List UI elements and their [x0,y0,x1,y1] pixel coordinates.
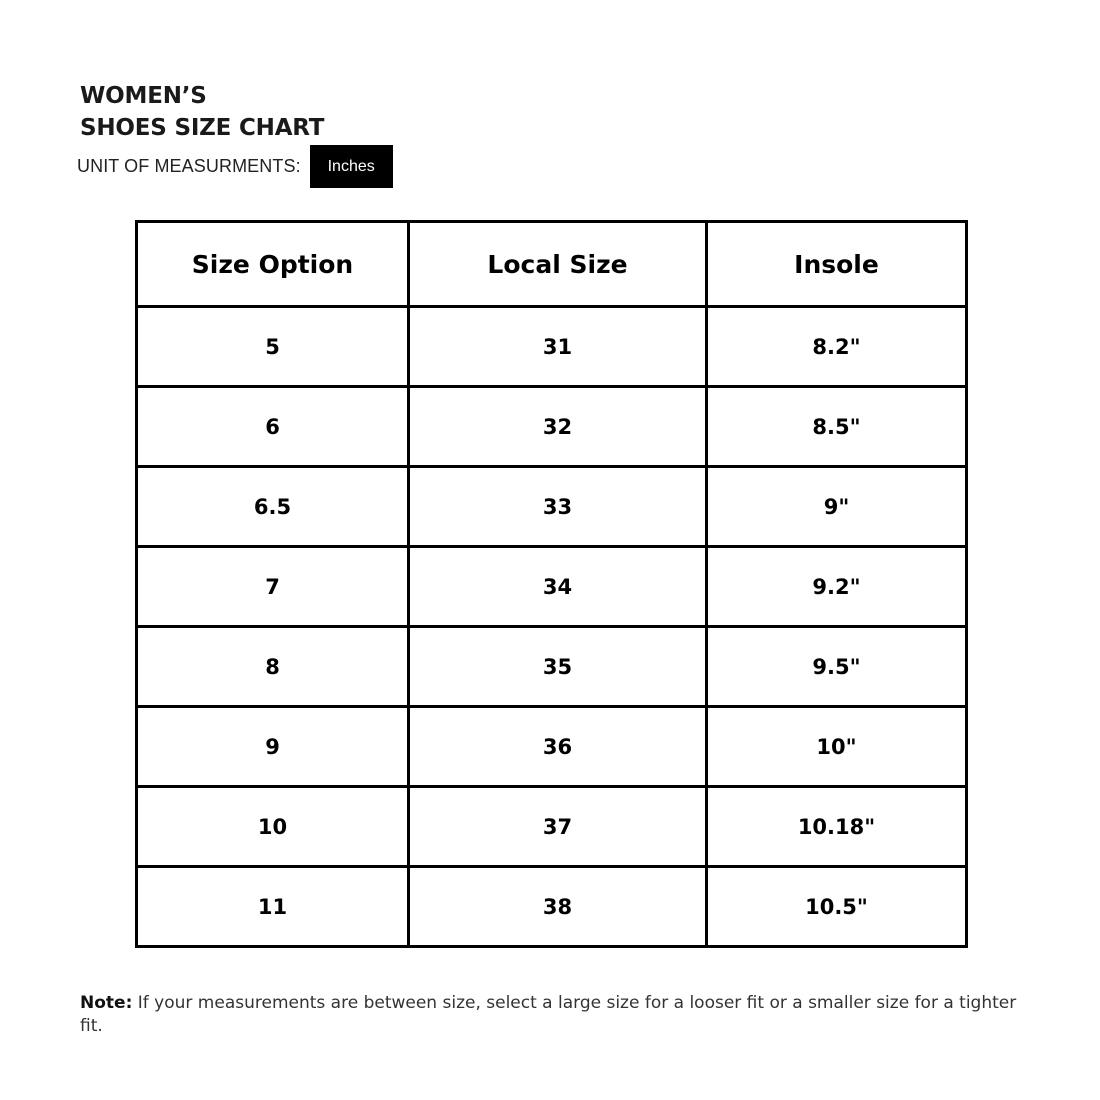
table-row [137,867,967,947]
table-row [137,707,967,787]
column-header-insole: Insole [707,222,967,307]
column-header-local-size: Local Size [409,222,707,307]
cell-size-option: 11 [137,867,409,947]
unit-badge: Inches [310,145,393,188]
cell-local-size: 32 [409,387,707,467]
cell-insole: 8.2" [707,307,967,387]
cell-size-option: 9 [137,707,409,787]
title-line-1: WOMEN’S [80,83,207,109]
chart-title [80,80,324,144]
cell-insole: 9.2" [707,547,967,627]
cell-insole: 10.5" [707,867,967,947]
unit-of-measurement-row [77,145,393,188]
cell-size-option: 6 [137,387,409,467]
table-row [137,387,967,467]
table-row [137,627,967,707]
title-line-2: SHOES SIZE CHART [80,115,325,141]
cell-size-option: 7 [137,547,409,627]
cell-size-option: 6.5 [137,467,409,547]
table-row [137,547,967,627]
cell-insole: 9" [707,467,967,547]
cell-local-size: 35 [409,627,707,707]
size-chart-table [135,220,968,948]
note-text: If your measurements are between size, select a large size for a looser fit or a smaller size for a tighter fit. [80,993,1017,1036]
cell-insole: 8.5" [707,387,967,467]
cell-insole: 9.5" [707,627,967,707]
cell-insole: 10.18" [707,787,967,867]
cell-local-size: 37 [409,787,707,867]
table-row [137,467,967,547]
fit-note [80,992,1040,1038]
cell-size-option: 8 [137,627,409,707]
cell-size-option: 5 [137,307,409,387]
column-header-size-option: Size Option [137,222,409,307]
table-row [137,787,967,867]
table-header-row [137,222,967,307]
cell-local-size: 34 [409,547,707,627]
cell-size-option: 10 [137,787,409,867]
cell-local-size: 36 [409,707,707,787]
cell-local-size: 33 [409,467,707,547]
cell-insole: 10" [707,707,967,787]
note-label: Note: [80,993,133,1013]
unit-label: UNIT OF MEASURMENTS: [77,156,301,176]
cell-local-size: 31 [409,307,707,387]
table-row [137,307,967,387]
cell-local-size: 38 [409,867,707,947]
